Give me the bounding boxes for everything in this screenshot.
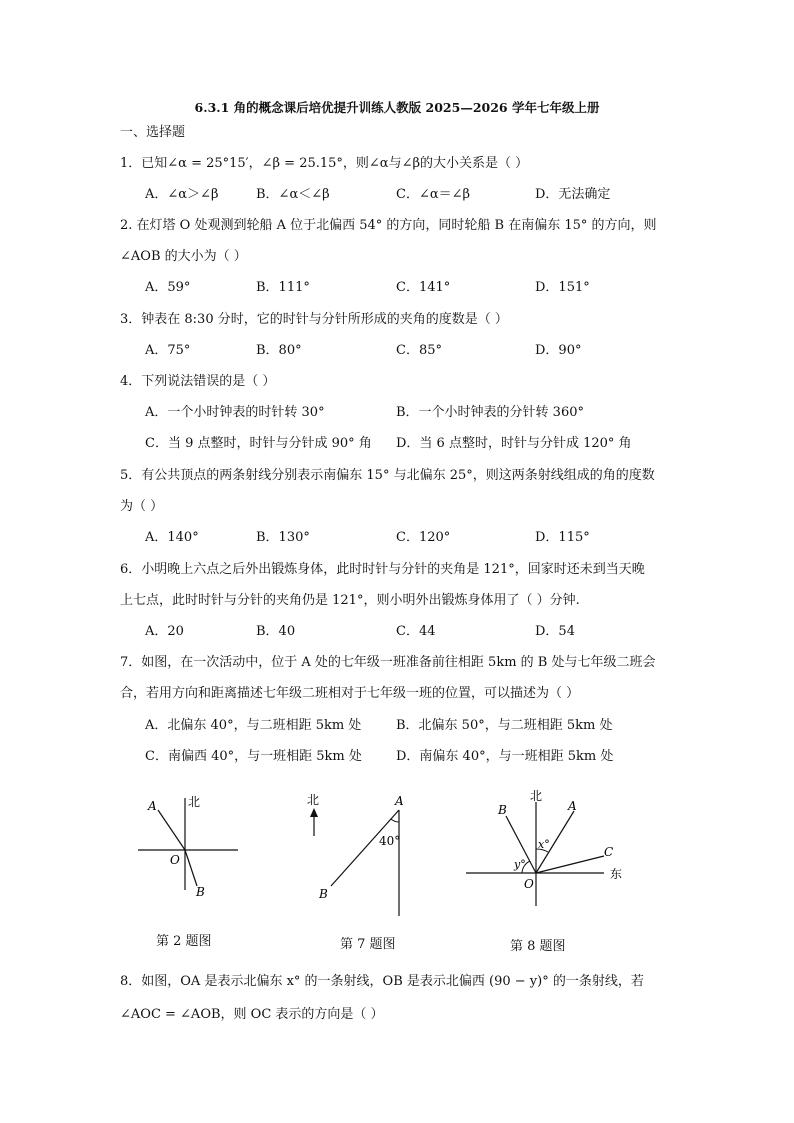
question-6-stem-line1: 6．小明晚上六点之后外出锻炼身体，此时时针与分针的夹角是 121°，回家时还未到当天晚 xyxy=(120,562,645,577)
north-label: 北 xyxy=(530,789,543,803)
question-8-stem-line1: 8．如图，OA 是表示北偏东 x° 的一条射线，OB 是表示北偏西 (90 − y)° 的一条射线，若 xyxy=(120,974,644,989)
q6-option-b: B．40 xyxy=(256,624,296,639)
q1-option-a: A．∠α＞∠β xyxy=(145,187,219,202)
label-b: B xyxy=(498,803,507,817)
ray-oc xyxy=(536,856,604,873)
ray-ob xyxy=(185,850,197,886)
question-2-stem-line1: 2. 在灯塔 O 处观测到轮船 A 位于北偏西 54° 的方向，同时轮船 B 在南偏东 15° 的方向，则 xyxy=(120,218,657,233)
label-c: C xyxy=(604,845,614,859)
label-b: B xyxy=(196,885,205,899)
angle-arc xyxy=(391,819,399,822)
north-label: 北 xyxy=(188,795,201,809)
q5-option-a: A．140° xyxy=(145,530,199,545)
q3-option-a: A．75° xyxy=(145,343,191,358)
q5-option-d: D．115° xyxy=(535,530,590,545)
question-5-stem-line2: 为（ ） xyxy=(120,499,164,514)
q2-option-c: C．141° xyxy=(396,280,451,295)
q1-option-c: C．∠α＝∠β xyxy=(396,187,471,202)
q2-option-b: B．111° xyxy=(256,280,310,295)
angle-y-label: y° xyxy=(514,858,526,871)
q4-option-c: C．当 9 点整时，时针与分针成 90° 角 xyxy=(145,436,372,451)
q7-option-a: A．北偏东 40°，与二班相距 5km 处 xyxy=(145,718,362,733)
q4-option-b: B．一个小时钟表的分针转 360° xyxy=(396,405,584,420)
figure-q8-caption: 第 8 题图 xyxy=(510,939,566,954)
label-o: O xyxy=(170,853,180,867)
question-2-stem-line2: ∠AOB 的大小为（ ） xyxy=(120,249,247,264)
ray-oa xyxy=(158,810,185,850)
figure-q2-caption: 第 2 题图 xyxy=(156,934,212,949)
question-3-stem: 3．钟表在 8:30 分时，它的时针与分针所形成的夹角的度数是（ ） xyxy=(120,312,508,327)
label-b: B xyxy=(319,887,328,901)
figure-q8-diagram xyxy=(462,786,642,912)
figure-q7-diagram xyxy=(295,788,420,918)
q2-option-a: A．59° xyxy=(145,280,191,295)
question-7-stem-line2: 合，若用方向和距离描述七年级二班相对于七年级一班的位置，可以描述为（ ） xyxy=(120,686,580,701)
question-6-stem-line2: 上七点，此时时针与分针的夹角仍是 121°，则小明外出锻炼身体用了（ ）分钟. xyxy=(120,593,580,608)
question-1-stem: 1．已知∠α = 25°15′，∠β = 25.15°，则∠α与∠β的大小关系是（ ） xyxy=(120,156,529,171)
segment-ab xyxy=(331,810,399,886)
q1-option-b: B．∠α＜∠β xyxy=(256,187,330,202)
q3-option-b: B．80° xyxy=(256,343,302,358)
q3-option-d: D．90° xyxy=(535,343,582,358)
question-8-stem-line2: ∠AOC = ∠AOB，则 OC 表示的方向是（ ） xyxy=(120,1007,384,1022)
north-arrow-icon xyxy=(310,808,318,817)
q5-option-b: B．130° xyxy=(256,530,310,545)
q6-option-d: D．54 xyxy=(535,624,575,639)
question-4-stem: 4．下列说法错误的是（ ） xyxy=(120,374,276,389)
angle-label: 40° xyxy=(379,834,401,848)
figure-q2-diagram xyxy=(130,790,250,902)
q2-option-d: D．151° xyxy=(535,280,590,295)
question-5-stem-line1: 5．有公共顶点的两条射线分别表示南偏东 15° 与北偏东 25°，则这两条射线组成的角的度数 xyxy=(120,468,655,483)
q6-option-a: A．20 xyxy=(145,624,184,639)
angle-x-label: x° xyxy=(538,838,550,851)
north-label: 北 xyxy=(307,793,320,807)
label-a: A xyxy=(395,794,404,808)
section-heading: 一、选择题 xyxy=(120,125,186,140)
page-title: 6.3.1 角的概念课后培优提升训练人教版 2025—2026 学年七年级上册 xyxy=(194,100,600,115)
q6-option-c: C．44 xyxy=(396,624,436,639)
q4-option-d: D．当 6 点整时，时针与分针成 120° 角 xyxy=(396,436,632,451)
label-a: A xyxy=(148,799,157,813)
q4-option-a: A．一个小时钟表的时针转 30° xyxy=(145,405,325,420)
figure-q7-caption: 第 7 题图 xyxy=(340,937,396,952)
q7-option-c: C．南偏西 40°，与一班相距 5km 处 xyxy=(145,749,362,764)
q7-option-d: D．南偏东 40°，与一班相距 5km 处 xyxy=(396,749,614,764)
q1-option-d: D．无法确定 xyxy=(535,187,611,202)
label-o: O xyxy=(524,877,534,891)
label-a: A xyxy=(568,799,577,813)
east-label: 东 xyxy=(610,867,623,881)
question-7-stem-line1: 7．如图，在一次活动中，位于 A 处的七年级一班准备前往相距 5km 的 B 处与七年级二班会 xyxy=(120,655,656,670)
q3-option-c: C．85° xyxy=(396,343,442,358)
q7-option-b: B．北偏东 50°，与二班相距 5km 处 xyxy=(396,718,613,733)
q5-option-c: C．120° xyxy=(396,530,451,545)
